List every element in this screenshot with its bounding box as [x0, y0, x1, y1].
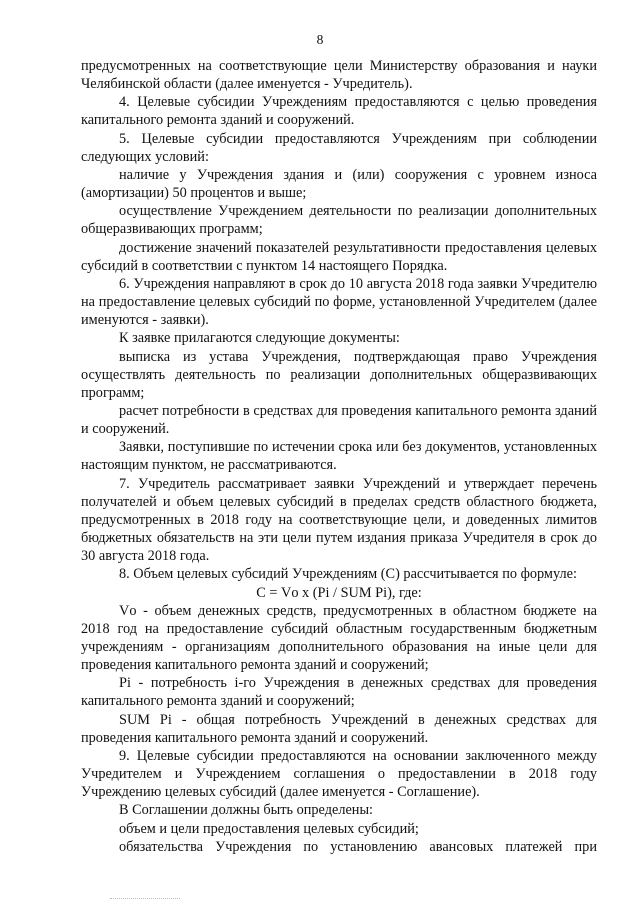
paragraph: К заявке прилагаются следующие документы: [119, 330, 400, 347]
paragraph: Заявки, поступившие по истечении срока или без документов, установленных настоящим пунктом, не рассматриваются. [81, 439, 597, 474]
document-body [81, 57, 597, 856]
paragraph: объем и цели предоставления целевых субсидий; [119, 820, 419, 837]
paragraph: 5. Целевые субсидии предоставляются Учреждениям при соблюдении следующих условий: [81, 130, 597, 165]
paragraph: 6. Учреждения направляют в срок до 10 августа 2018 года заявки Учредителю на предоставление целевых субсидий по форме, установленной Учредителем (далее именуются - заявки). [81, 275, 597, 329]
paragraph: 4. Целевые субсидии Учреждениям предоставляются с целью проведения капитального ремонта зданий и сооружений. [81, 94, 597, 129]
page-number: 8 [316, 32, 324, 47]
paragraph: 9. Целевые субсидии предоставляются на основании заключенного между Учредителем и Учреждением соглашения о предоставлении в 2018 году Учреждению целевых субсидий (далее именуется - Соглашение). [81, 747, 597, 801]
paragraph: достижение значений показателей результативности предоставления целевых субсидий в соответствии с пунктом 14 настоящего Порядка. [81, 239, 597, 274]
scan-edge-mark [110, 898, 180, 899]
paragraph: расчет потребности в средствах для проведения капитального ремонта зданий и сооружений. [81, 402, 597, 438]
paragraph: SUM Pi - общая потребность Учреждений в денежных средствах для проведения капитального ремонта зданий и сооружений. [81, 711, 597, 746]
paragraph: 8. Объем целевых субсидий Учреждениям (С) рассчитывается по формуле: [119, 566, 577, 583]
paragraph: наличие у Учреждения здания и (или) сооружения с уровнем износа (амортизации) 50 процентов и выше; [81, 166, 597, 202]
formula: С = Vо x (Pi / SUM Pi), где: [256, 584, 422, 601]
paragraph: 7. Учредитель рассматривает заявки Учреждений и утверждает перечень получателей и объем целевых субсидий в пределах средств областного бюджета, предусмотренных в 2018 году на соответствующие цели, и доведенных лимитов бюджетных обязательств на эти цели путем издания приказа Учредителя в срок до 30 августа 2018 года. [81, 475, 597, 565]
paragraph: В Соглашении должны быть определены: [119, 802, 374, 819]
paragraph: обязательства Учреждения по установлению авансовых платежей при [119, 838, 597, 855]
paragraph: осуществление Учреждением деятельности по реализации дополнительных общеразвивающих программ; [81, 203, 597, 238]
paragraph: Pi - потребность i-го Учреждения в денежных средствах для проведения капитального ремонта зданий и сооружений; [81, 675, 597, 710]
paragraph: предусмотренных на соответствующие цели Министерству образования и науки Челябинской области (далее именуется - Учредитель). [81, 58, 597, 93]
paragraph: выписка из устава Учреждения, подтверждающая право Учреждения осуществлять деятельность по реализации дополнительных общеразвивающих программ; [81, 348, 597, 401]
paragraph: Vо - объем денежных средств, предусмотренных в областном бюджете на 2018 год на предоставление субсидий областным государственным бюджетным учреждениям - организациям дополнительного образования на иные цели для проведения капитального ремонта зданий и сооружений; [81, 602, 597, 674]
